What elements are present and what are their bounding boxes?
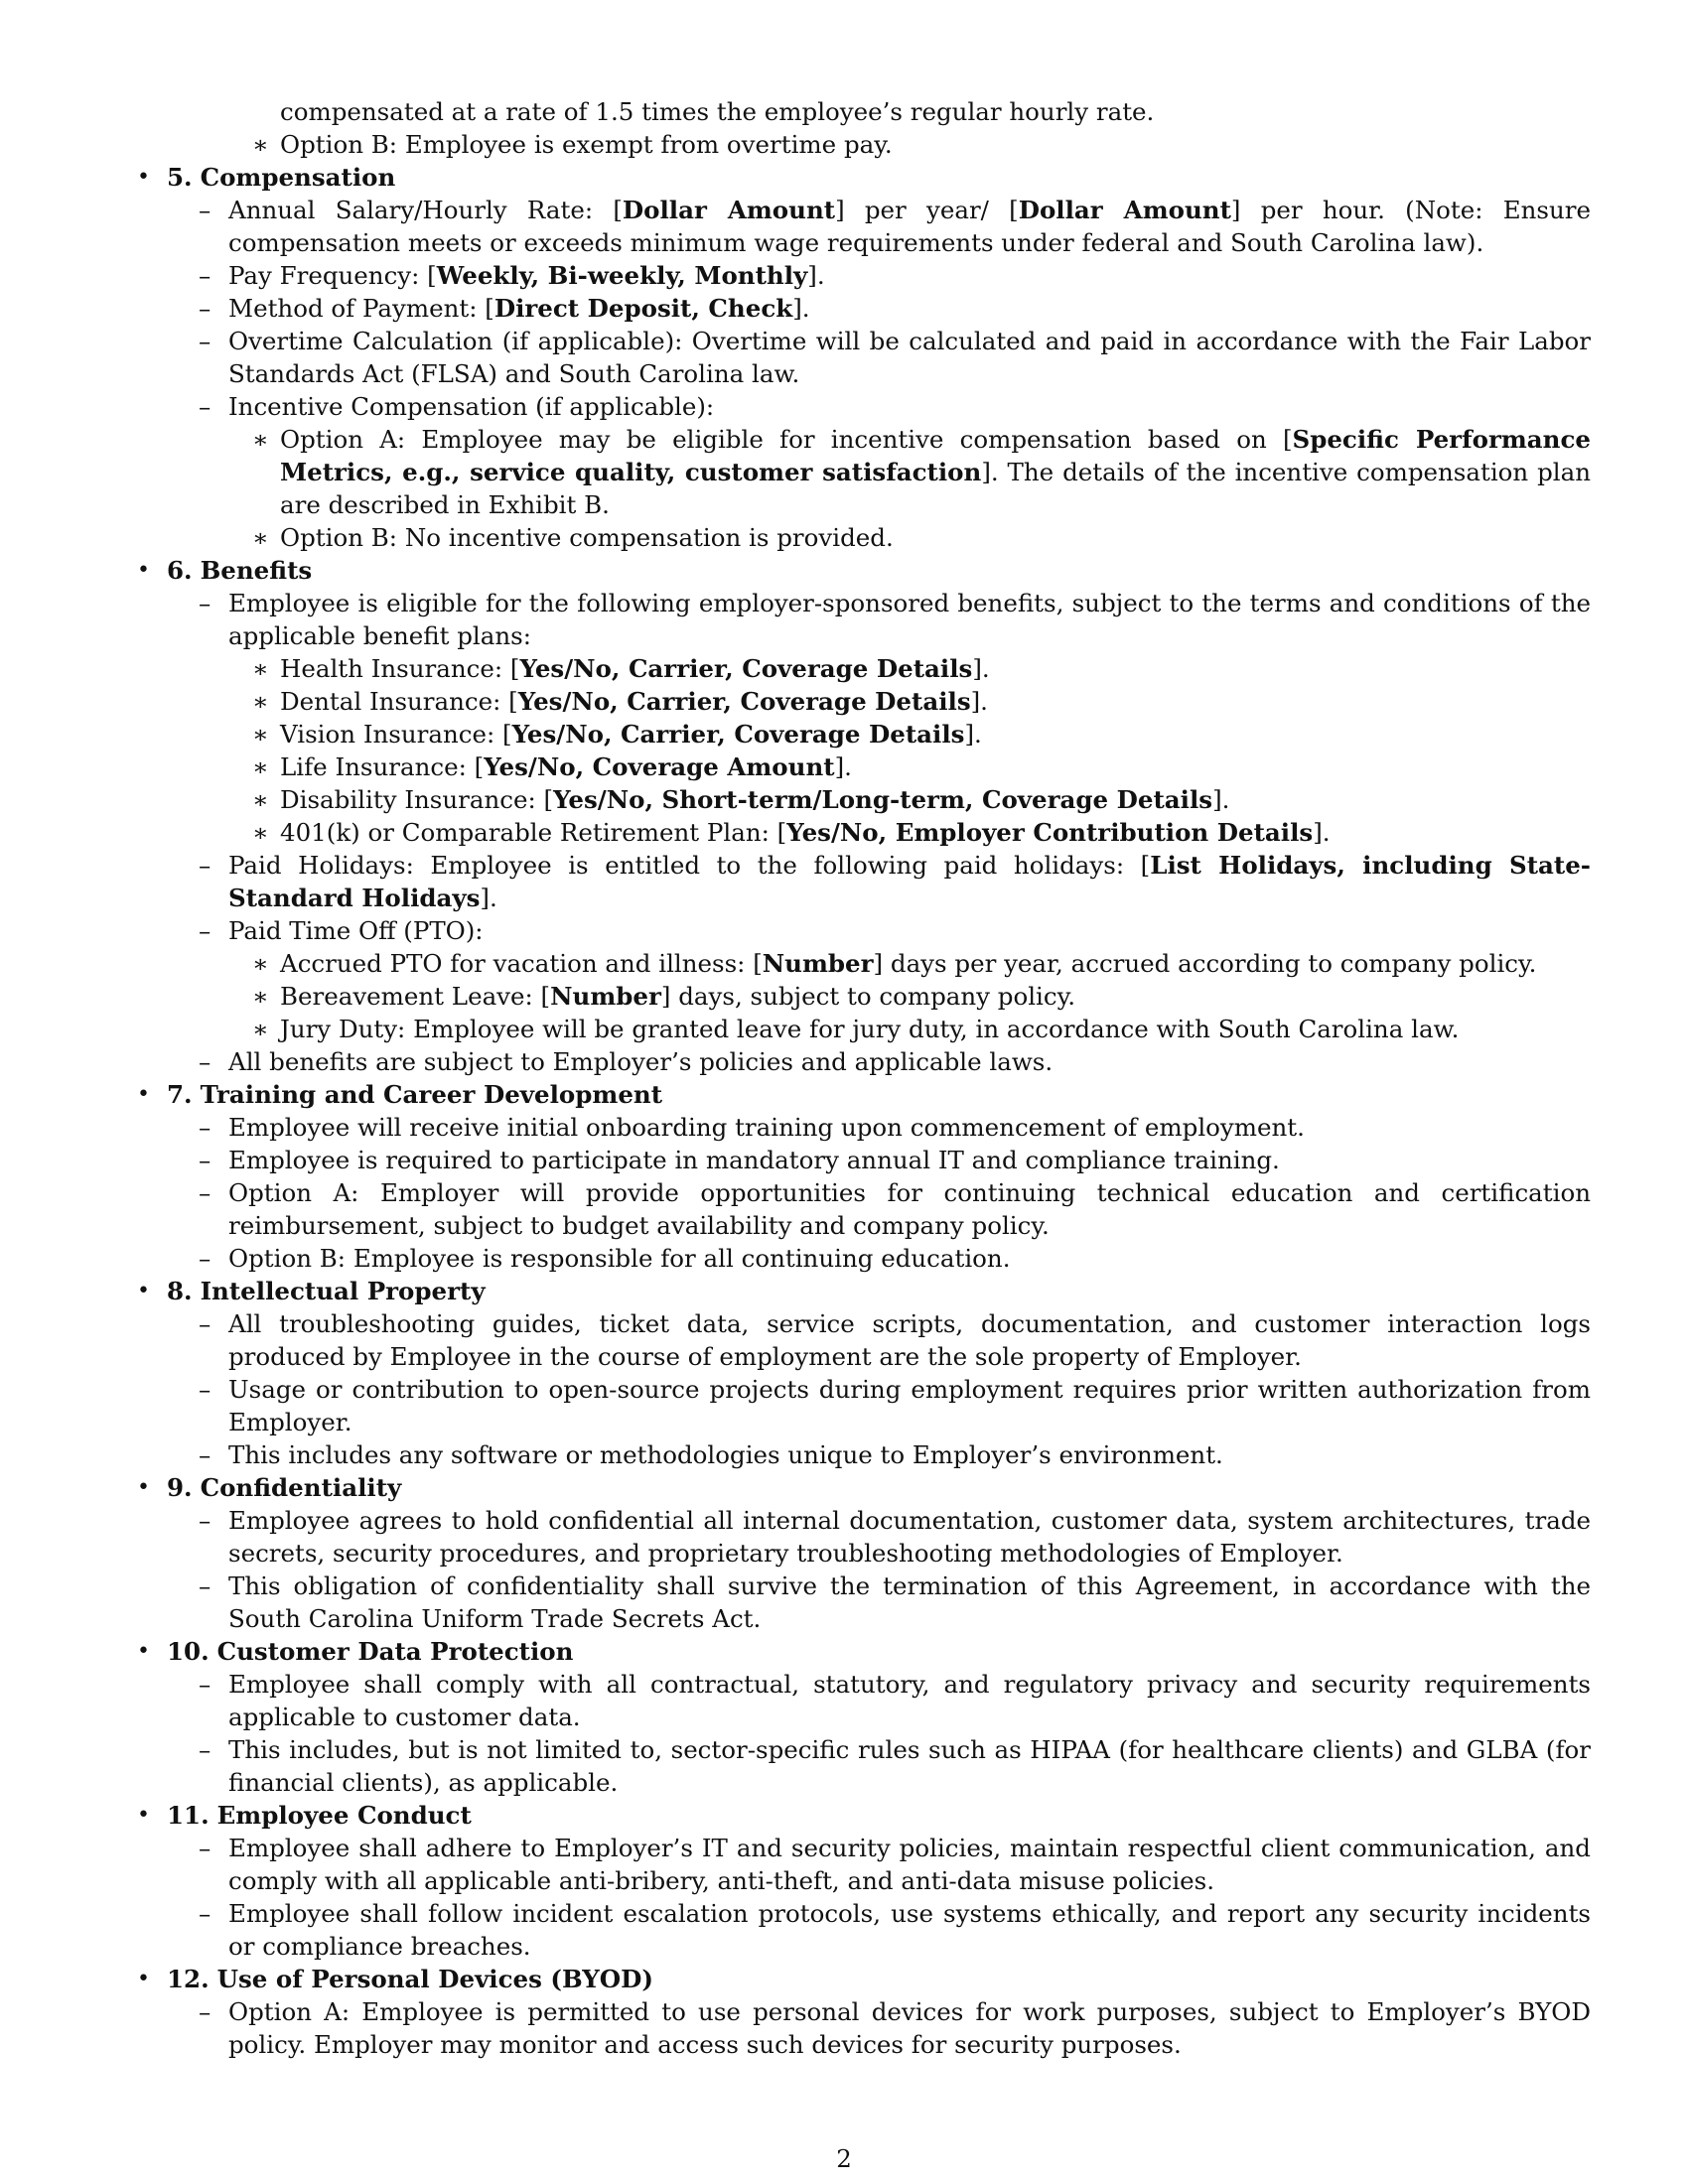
list-item: – Paid Holidays: Employee is entitled to the following paid holidays: [List Holidays, including State-Standard Holidays]. bbox=[137, 849, 1591, 914]
section-customer-data-protection bbox=[137, 1635, 1591, 1668]
section-title: Customer Data Protection bbox=[216, 1637, 574, 1666]
list-item: – Pay Frequency: [Weekly, Bi-weekly, Monthly]. bbox=[137, 259, 1591, 292]
section-number: 9. bbox=[167, 1473, 193, 1502]
list-item: – This obligation of confidentiality shall survive the termination of this Agreement, in accordance with the South Carolina Uniform Trade Secrets Act. bbox=[137, 1570, 1591, 1635]
section-training bbox=[137, 1078, 1591, 1111]
section-number: 8. bbox=[167, 1277, 193, 1305]
list-item: ∗ Bereavement Leave: [Number] days, subject to company policy. bbox=[137, 980, 1591, 1013]
section-title: Employee Conduct bbox=[216, 1801, 472, 1830]
document-body bbox=[137, 95, 1591, 2061]
list-item: ∗ Option B: Employee is exempt from overtime pay. bbox=[137, 128, 1591, 161]
section-compensation bbox=[137, 161, 1591, 194]
section-title: Intellectual Property bbox=[200, 1277, 486, 1305]
section-number: 10. bbox=[167, 1637, 210, 1666]
list-item: ∗ Disability Insurance: [Yes/No, Short-term/Long-term, Coverage Details]. bbox=[137, 783, 1591, 816]
list-item: ∗ Accrued PTO for vacation and illness: [Number] days per year, accrued according to company policy. bbox=[137, 947, 1591, 980]
list-item: ∗ Dental Insurance: [Yes/No, Carrier, Coverage Details]. bbox=[137, 685, 1591, 718]
section-number: 12. bbox=[167, 1965, 210, 1993]
section-byod bbox=[137, 1963, 1591, 1995]
list-item: – Usage or contribution to open-source projects during employment requires prior written authorization from Employer. bbox=[137, 1373, 1591, 1438]
list-item: – Incentive Compensation (if applicable): bbox=[137, 390, 1591, 423]
section-employee-conduct bbox=[137, 1799, 1591, 1832]
list-item: ∗ Vision Insurance: [Yes/No, Carrier, Coverage Details]. bbox=[137, 718, 1591, 751]
list-item: ∗ Life Insurance: [Yes/No, Coverage Amount]. bbox=[137, 751, 1591, 783]
list-item: – Employee shall adhere to Employer’s IT and security policies, maintain respectful client communication, and comply with all applicable anti-bribery, anti-theft, and anti-data misuse policies. bbox=[137, 1832, 1591, 1897]
section-title: Use of Personal Devices (BYOD) bbox=[216, 1965, 653, 1993]
list-item: – All troubleshooting guides, ticket data, service scripts, documentation, and customer interaction logs produced by Employee in the course of employment are the sole property of Employer. bbox=[137, 1307, 1591, 1373]
list-item: – Paid Time Off (PTO): bbox=[137, 914, 1591, 947]
section-title: Compensation bbox=[200, 163, 396, 192]
list-item: – Option B: Employee is responsible for all continuing education. bbox=[137, 1242, 1591, 1275]
list-item: – This includes any software or methodologies unique to Employer’s environment. bbox=[137, 1438, 1591, 1471]
section-benefits bbox=[137, 554, 1591, 587]
list-item: – Overtime Calculation (if applicable): Overtime will be calculated and paid in accordance with the Fair Labor Standards Act (FLSA) and South Carolina law. bbox=[137, 325, 1591, 390]
list-item: – This includes, but is not limited to, sector-specific rules such as HIPAA (for healthcare clients) and GLBA (for financial clients), as applicable. bbox=[137, 1733, 1591, 1799]
list-item: ∗ 401(k) or Comparable Retirement Plan: [Yes/No, Employer Contribution Details]. bbox=[137, 816, 1591, 849]
list-item: – Employee shall follow incident escalation protocols, use systems ethically, and report any security incidents or compliance breaches. bbox=[137, 1897, 1591, 1963]
list-item: – All benefits are subject to Employer’s policies and applicable laws. bbox=[137, 1045, 1591, 1078]
section-number: 5. bbox=[167, 163, 193, 192]
list-item: ∗ Option B: No incentive compensation is provided. bbox=[137, 521, 1591, 554]
section-confidentiality bbox=[137, 1471, 1591, 1504]
section-intellectual-property bbox=[137, 1275, 1591, 1307]
list-item: – Employee shall comply with all contractual, statutory, and regulatory privacy and security requirements applicable to customer data. bbox=[137, 1668, 1591, 1733]
section-number: 7. bbox=[167, 1080, 193, 1109]
list-item: ∗ Jury Duty: Employee will be granted leave for jury duty, in accordance with South Carolina law. bbox=[137, 1013, 1591, 1045]
list-item: – Annual Salary/Hourly Rate: [Dollar Amount] per year/ [Dollar Amount] per hour. (Note: Ensure compensation meets or exceeds minimum wage requirements under federal and South Carolina law). bbox=[137, 194, 1591, 259]
list-item: ∗ Health Insurance: [Yes/No, Carrier, Coverage Details]. bbox=[137, 652, 1591, 685]
list-item: – Option A: Employer will provide opportunities for continuing technical education and certification reimbursement, subject to budget availability and company policy. bbox=[137, 1176, 1591, 1242]
list-item: – Employee will receive initial onboarding training upon commencement of employment. bbox=[137, 1111, 1591, 1144]
list-item: – Method of Payment: [Direct Deposit, Check]. bbox=[137, 292, 1591, 325]
list-item: – Employee agrees to hold confidential all internal documentation, customer data, system architectures, trade secrets, security procedures, and proprietary troubleshooting methodologies of Employer. bbox=[137, 1504, 1591, 1570]
section-title: Confidentiality bbox=[200, 1473, 402, 1502]
section-title: Benefits bbox=[200, 556, 313, 585]
list-item: – Employee is required to participate in mandatory annual IT and compliance training. bbox=[137, 1144, 1591, 1176]
list-item: ∗ Option A: Employee may be eligible for incentive compensation based on [Specific Performance Metrics, e.g., service quality, customer satisfaction]. The details of the incentive compensation plan are described in Exhibit B. bbox=[137, 423, 1591, 521]
page-number: 2 bbox=[836, 2144, 852, 2173]
continuation-text: compensated at a rate of 1.5 times the employee’s regular hourly rate. bbox=[280, 97, 1155, 126]
section-number: 11. bbox=[167, 1801, 210, 1830]
section-list bbox=[137, 161, 1591, 194]
section-title: Training and Career Development bbox=[200, 1080, 663, 1109]
list-item: – Employee is eligible for the following employer-sponsored benefits, subject to the terms and conditions of the applicable benefit plans: bbox=[137, 587, 1591, 652]
section-number: 6. bbox=[167, 556, 193, 585]
list-item: – Option A: Employee is permitted to use personal devices for work purposes, subject to Employer’s BYOD policy. Employer may monitor and access such devices for security purposes. bbox=[137, 1995, 1591, 2061]
